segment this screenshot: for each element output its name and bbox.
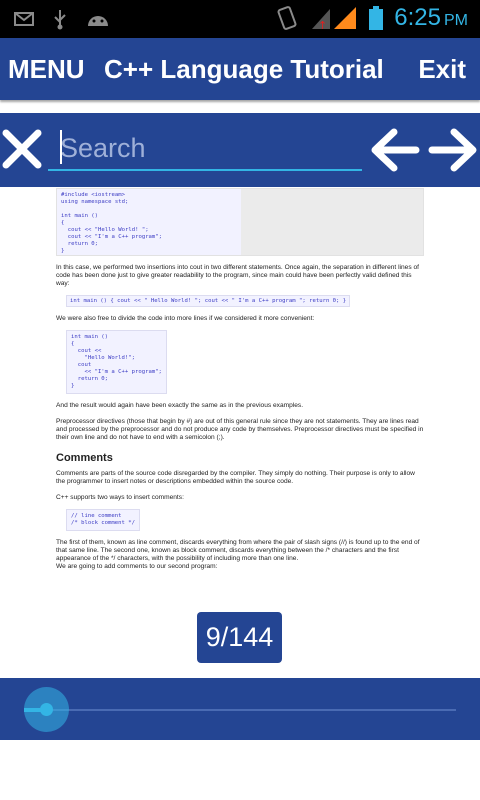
code-block-multiline: int main () { cout << "Hello World!"; cout << "I'm a C++ program"; return 0; } [66, 330, 167, 394]
arrow-left-icon[interactable] [368, 127, 420, 173]
title-bar [0, 38, 480, 100]
search-bar [0, 113, 480, 187]
page-title: C++ Language Tutorial [104, 54, 384, 84]
mail-icon [14, 11, 34, 27]
paragraph: In this case, we performed two insertions into cout in two different statements. Once again, the separation in different lines of code has been done just to give greater readability to the program, since main could have been perfectly valid defined this way: [56, 264, 419, 287]
paragraph: And the result would again have been exactly the same as in the previous examples. [56, 402, 304, 409]
paragraph: We were also free to divide the code into more lines if we considered it more convenient: [56, 315, 315, 322]
clock-ampm: PM [444, 12, 468, 29]
page-indicator: 9/144 [197, 612, 282, 663]
text-cursor [60, 130, 62, 164]
paragraph: Comments are parts of the source code disregarded by the compiler. They simply do nothing. Their purpose is only to allow the programmer to insert notes or descriptions embedded within the source code. [56, 470, 415, 485]
battery-icon [368, 5, 384, 31]
code-block: #include <iostream> using namespace std; int main () { cout << "Hello World! "; cout << "I'm a C++ program"; return 0; } [57, 189, 241, 255]
section-heading: Comments [56, 452, 113, 464]
code-output-panel [241, 189, 423, 255]
paragraph: We are going to add comments to our second program: [56, 563, 218, 570]
code-block-oneline: int main () { cout << " Hello World! "; cout << " I'm a C++ program "; return 0; } [66, 295, 350, 307]
svg-text:↑: ↑ [318, 19, 328, 31]
vibrate-icon [276, 5, 298, 31]
seek-thumb[interactable] [40, 703, 53, 716]
document-page[interactable] [56, 188, 424, 571]
exit-button[interactable]: Exit [418, 54, 466, 84]
paragraph: The first of them, known as line comment, discards everything from where the pair of slash signs (//) is found up to the end of that same line. The second one, known as block comment, discards everything between the /* characters and the first appearance of the */ characters, with the possibility of including more than one line. [56, 539, 420, 562]
android-icon [86, 10, 110, 28]
arrow-right-icon[interactable] [428, 127, 480, 173]
code-block-comments: // line comment /* block comment */ [66, 509, 140, 531]
code-example-main [56, 188, 424, 256]
usb-icon [52, 8, 68, 30]
close-icon[interactable] [0, 127, 44, 171]
seek-track[interactable] [42, 709, 456, 711]
menu-button[interactable]: MENU [8, 54, 85, 84]
clock-time: 6:25 [394, 4, 441, 31]
page-seek-bar[interactable] [0, 678, 480, 740]
paragraph: Preprocessor directives (those that begin by #) are out of this general rule since they are not statements. They are lines read and processed by the preprocessor and do not produce any code by themselves. Preprocessor directives must be specified in their own line and do not have to end with a semicolon (;). [56, 418, 424, 441]
signal-icon [308, 5, 358, 31]
search-input[interactable] [48, 127, 362, 171]
paragraph: C++ supports two ways to insert comments: [56, 494, 184, 501]
status-bar [0, 0, 480, 38]
